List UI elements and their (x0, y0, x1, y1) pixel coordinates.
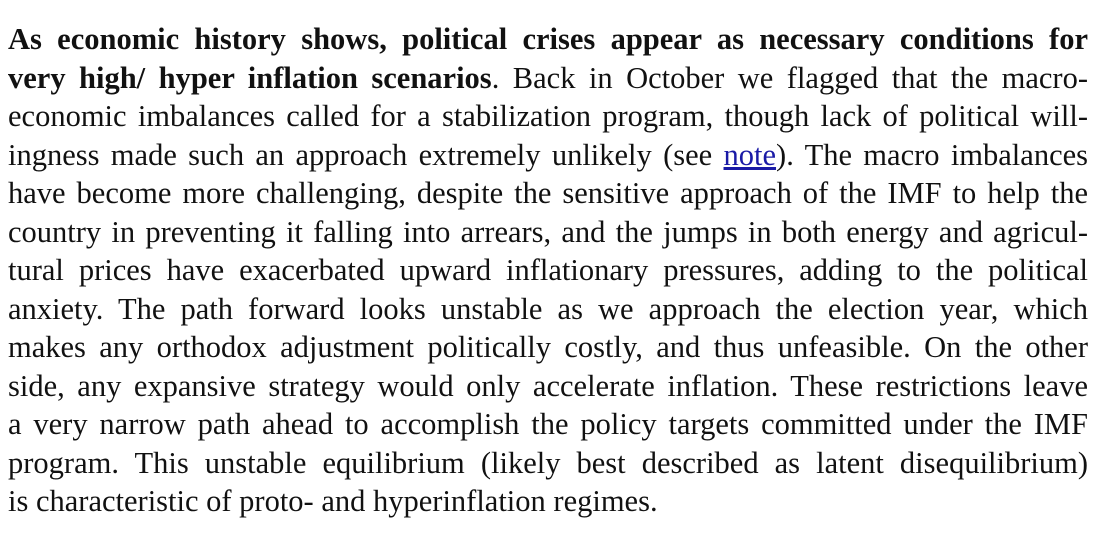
bold-lead-text-continued: very high/ hyper inflation scenarios (8, 60, 492, 95)
bold-lead-text: As economic history shows, political crises appear as necessary conditions for (8, 22, 1088, 56)
paragraph-line-1 (8, 20, 1088, 59)
document-page (8, 20, 1088, 521)
paragraph-line-10: side, any expansive strategy would only accelerate inflation. These restrictions leave (8, 368, 1088, 403)
paragraph-line-9: makes any orthodox adjustment politically costly, and thus unfeasible. On the other (8, 330, 1088, 364)
paragraph-line-4 (8, 136, 1088, 175)
paragraph-line-7: tural prices have exacerbated upward inflationary pressures, adding to the political (8, 253, 1088, 287)
paragraph-line-13: is characteristic of proto- and hyperinflation regimes. (8, 484, 658, 518)
body-paragraph (8, 20, 1088, 521)
paragraph-line-12: program. This unstable equilibrium (likely best described as latent disequilibrium) (8, 445, 1088, 480)
line-text-after-link: ). The macro imbalances (776, 137, 1089, 172)
paragraph-line-2 (8, 59, 1088, 98)
paragraph-line-6: country in preventing it falling into arrears, and the jumps in both energy and agricul- (8, 214, 1088, 249)
paragraph-line-8: anxiety. The path forward looks unstable as we approach the election year, which (8, 291, 1088, 326)
note-link[interactable]: note (723, 137, 777, 172)
paragraph-line-3: economic imbalances called for a stabilization program, though lack of political will- (8, 99, 1088, 133)
paragraph-line-11: a very narrow path ahead to accomplish the policy targets committed under the IMF (8, 407, 1088, 441)
line-text: . Back in October we flagged that the macro- (491, 60, 1088, 95)
line-text-before-link: ingness made such an approach extremely unlikely (see (8, 137, 724, 172)
paragraph-line-5: have become more challenging, despite the sensitive approach of the IMF to help the (8, 176, 1088, 210)
